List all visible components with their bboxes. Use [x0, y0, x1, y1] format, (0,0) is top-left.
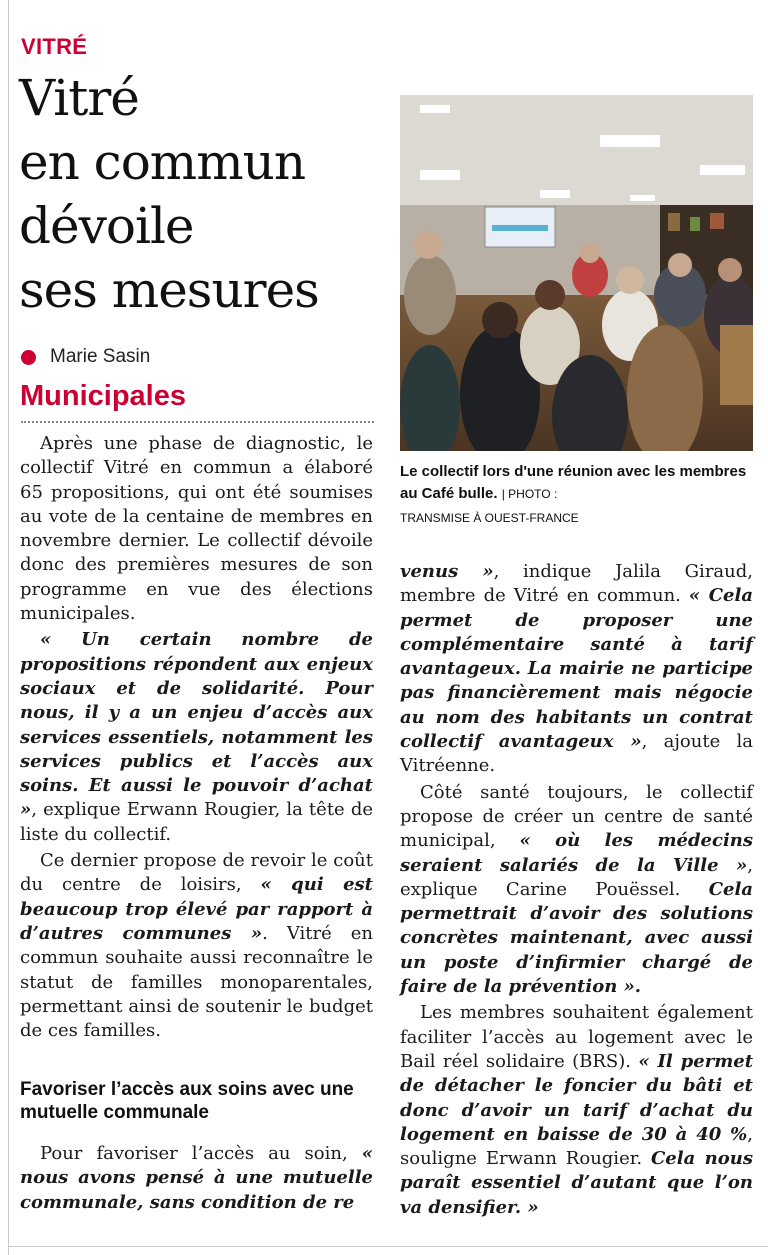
photo-credit-source: TRANSMISE À OUEST-FRANCE — [400, 511, 579, 525]
paragraph-text: , indique Jalila Giraud, membre de Vitré en commun. — [400, 561, 753, 607]
headline-line: Vitré — [19, 69, 139, 127]
paragraph — [400, 1001, 753, 1220]
paragraph-text: , souligne Erwann Rougier. — [400, 1123, 753, 1170]
quote: Cela nous paraît essentiel d’autant que l’on va densifier. » — [400, 1148, 753, 1218]
quote: « qui est beaucoup trop élevé par rapport à d’autres communes » — [20, 874, 373, 944]
photo-caption — [400, 461, 755, 529]
quote: « Un certain nombre de propositions répondent aux enjeux sociaux et de solidarité. Pour nous, il y a un enjeu d’accès aux services essentiels, notamment les services publics et l’accès aux soins. Et aussi le pouvoir d’achat » — [20, 629, 373, 821]
subheading: Favoriser l’accès aux soins avec une mutuelle communale — [20, 1079, 354, 1123]
paragraph-text: , ajoute la Vitréenne. — [400, 731, 753, 777]
bullet-dot-icon — [21, 350, 36, 365]
paragraph — [20, 1142, 373, 1215]
quote: « nous avons pensé à une mutuelle communale, sans condition de re — [20, 1143, 373, 1213]
paragraph — [20, 432, 373, 626]
byline — [21, 346, 150, 368]
paragraph-text: Ce dernier propose de revoir le coût du centre de loisirs, — [20, 850, 373, 896]
paragraph-text: Côté santé toujours, le collectif propose de créer un centre de santé municipal, — [400, 781, 753, 852]
quote: « Il permet de détacher le foncier du bâti et donc d’avoir un tarif d’achat du logement en baisse de 30 à 40 % — [400, 1050, 754, 1145]
quote: « où les médecins seraient salariés de la Ville » — [400, 830, 753, 876]
quote: « Cela permet de proposer une complémentaire santé à tarif avantageux. La mairie ne participe pas financièrement mais négocie au nom des habitants un contrat collectif avantageux » — [400, 585, 754, 753]
section-kicker: VITRÉ — [21, 34, 88, 59]
paragraph — [400, 781, 753, 1000]
headline-line: dévoile — [19, 197, 194, 255]
paragraph — [20, 628, 373, 847]
paragraph — [400, 560, 753, 779]
photo-credit-label: | PHOTO : — [501, 487, 558, 501]
paragraph-text: Pour favoriser l’accès au soin, — [40, 1143, 362, 1164]
headline-line: ses mesures — [19, 261, 319, 319]
paragraph-text: , explique Erwann Rougier, la tête de liste du collectif. — [20, 799, 373, 845]
article-photo — [400, 95, 753, 451]
quote: venus » — [400, 561, 494, 582]
dotted-divider — [21, 421, 374, 423]
caption-text: Le collectif lors d'une réunion avec les membres au Café bulle. — [400, 463, 747, 502]
paragraph-text: , explique Carine Pouëssel. — [400, 854, 753, 900]
article-column-left-bottom — [20, 1142, 373, 1215]
paragraph — [20, 849, 373, 1043]
quote: Cela permettrait d’avoir des solutions concrètes maintenant, avec aussi un poste d’infirmier chargé de faire de la prévention ». — [400, 878, 753, 998]
column-rule — [8, 0, 9, 1255]
article-column-right — [400, 560, 753, 1220]
article-column-left — [20, 432, 373, 1043]
bottom-rule — [8, 1246, 768, 1247]
photo-illustration — [400, 95, 753, 451]
author-name: Marie Sasin — [50, 346, 151, 367]
paragraph-text: . Vitré en commun souhaite aussi reconnaître le statut de familles monoparentales, permettant ainsi de soutenir le budget de ces familles. — [20, 922, 373, 1042]
headline — [19, 66, 379, 322]
paragraph-text: Après une phase de diagnostic, le collectif Vitré en commun a élaboré 65 propositions, qui ont été soumises au vote de la centaine de membres en novembre dernier. Le collectif dévoile donc des premières mesures de son programme en vue des élections municipales. — [20, 433, 373, 625]
headline-line: en commun — [19, 133, 306, 191]
rubric: Municipales — [20, 380, 186, 412]
paragraph-text: Les membres souhaitent également faciliter l’accès au logement avec le Bail réel solidaire (BRS). — [400, 1002, 753, 1072]
